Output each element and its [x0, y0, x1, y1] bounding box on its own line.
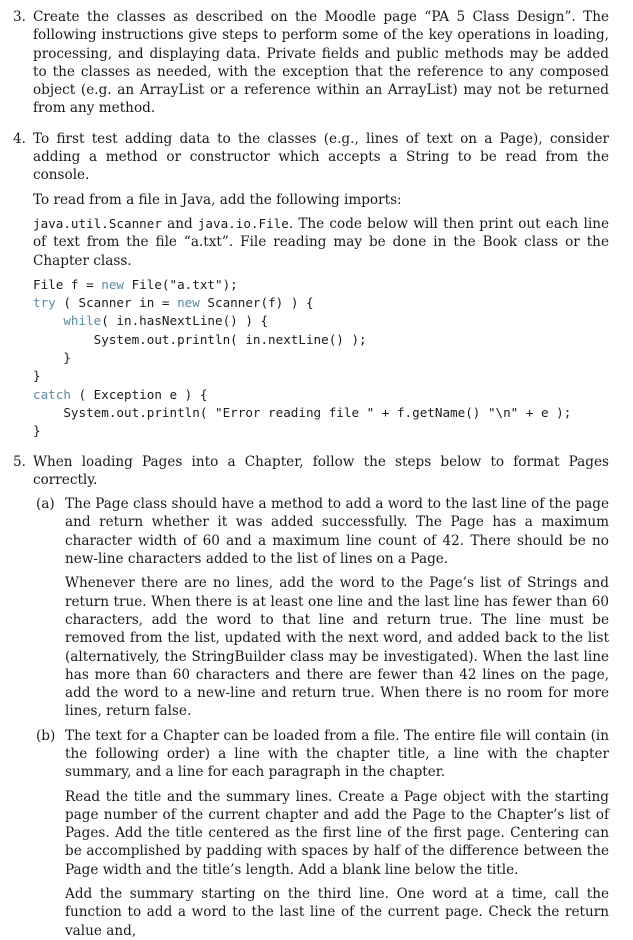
inline-code: java.util.Scanner	[33, 215, 162, 231]
item-number: 4.	[13, 130, 26, 147]
code-token: ( Exception e ) {	[70, 386, 208, 402]
paragraph: Read the title and the summary lines. Create a Page object with the starting page number of the current chapter and add the Page to the Chapter’s list of Pages. Add the title centered as the first line of the first page. Centering can be accomplished by padding with spaces by half of the difference between the Page width and the title’s length. Add a blank line below the title.	[65, 788, 609, 878]
imports-paragraph	[33, 215, 609, 270]
text-run: . The code below will then print out each line of text from the file “a.txt”. File reading may be done in the Book class or the Chapter class.	[33, 215, 609, 269]
code-token: System.out.println( "Error reading file " + f.getName() "\n" + e );	[63, 404, 572, 420]
paragraph: To first test adding data to the classes (e.g., lines of text on a Page), consider adding a method or constructor which accepts a String to be read from the console.	[33, 130, 609, 184]
sub-item-a	[6, 495, 609, 721]
text-run: and	[161, 215, 198, 232]
code-token: File f =	[33, 276, 102, 292]
code-token: }	[63, 350, 71, 366]
code-token: }	[33, 368, 41, 384]
sub-item-b	[6, 727, 609, 940]
paragraph: To read from a file in Java, add the following imports:	[33, 191, 402, 208]
code-keyword: new	[177, 295, 200, 311]
code-token: System.out.println( in.nextLine() );	[93, 331, 367, 347]
list-item-4	[6, 130, 609, 441]
item-number: 5.	[13, 453, 26, 470]
paragraph: Whenever there are no lines, add the word to the Page’s list of Strings and return true. When there is at least one line and the last line has fewer than 60 characters, add the word to that line and return true. The line must be removed from the list, updated with the next word, and added back to the list (alternatively, the StringBuilder class may be investigated). When the last line has more than 60 characters and there are fewer than 42 lines on the page, add the word to a new-line and return true. When there is no room for more lines, return false.	[65, 575, 609, 720]
paragraph: Add the summary starting on the third line. One word at a time, call the function to add a word to the last line of the current page. Check the return value and,	[65, 886, 609, 939]
inline-code: java.io.File	[197, 215, 289, 231]
paragraph: Create the classes as described on the Moodle page “PA 5 Class Design”. The following instructions give steps to perform some of the key operations in loading, processing, and displaying data. Private fields and public methods may be added to the classes as needed, with the exception that the reference to any composed object (e.g. an ArrayList or a reference within an ArrayList) may not be returned from any method.	[33, 9, 609, 117]
code-token: File("a.txt");	[124, 276, 238, 292]
code-token: ( in.hasNextLine() ) {	[101, 313, 269, 329]
sub-item-label: (b)	[36, 727, 56, 744]
code-keyword: new	[101, 276, 124, 292]
sub-item-label: (a)	[36, 496, 55, 513]
code-keyword: while	[63, 313, 102, 329]
list-item-3	[6, 8, 609, 118]
paragraph: When loading Pages into a Chapter, follow the steps below to format Pages correctly.	[33, 453, 609, 488]
code-token: Scanner(f) ) {	[199, 295, 314, 311]
code-token: }	[33, 423, 41, 439]
code-keyword: try	[33, 295, 56, 311]
list-item-5	[6, 453, 609, 490]
code-keyword: catch	[33, 386, 71, 402]
paragraph: The text for a Chapter can be loaded from a file. The entire file will contain (in the following order) a line with the chapter title, a line with the chapter summary, and a line for each paragraph in the chapter.	[65, 727, 609, 781]
code-block	[33, 276, 609, 441]
paragraph: The Page class should have a method to add a word to the last line of the page and return whether it was added successfully. The Page has a maximum character width of 60 and a maximum line count of 42. There should be no new-line characters added to the list of lines on a Page.	[65, 496, 609, 568]
item-number: 3.	[13, 9, 26, 25]
code-token: ( Scanner in =	[55, 295, 178, 311]
